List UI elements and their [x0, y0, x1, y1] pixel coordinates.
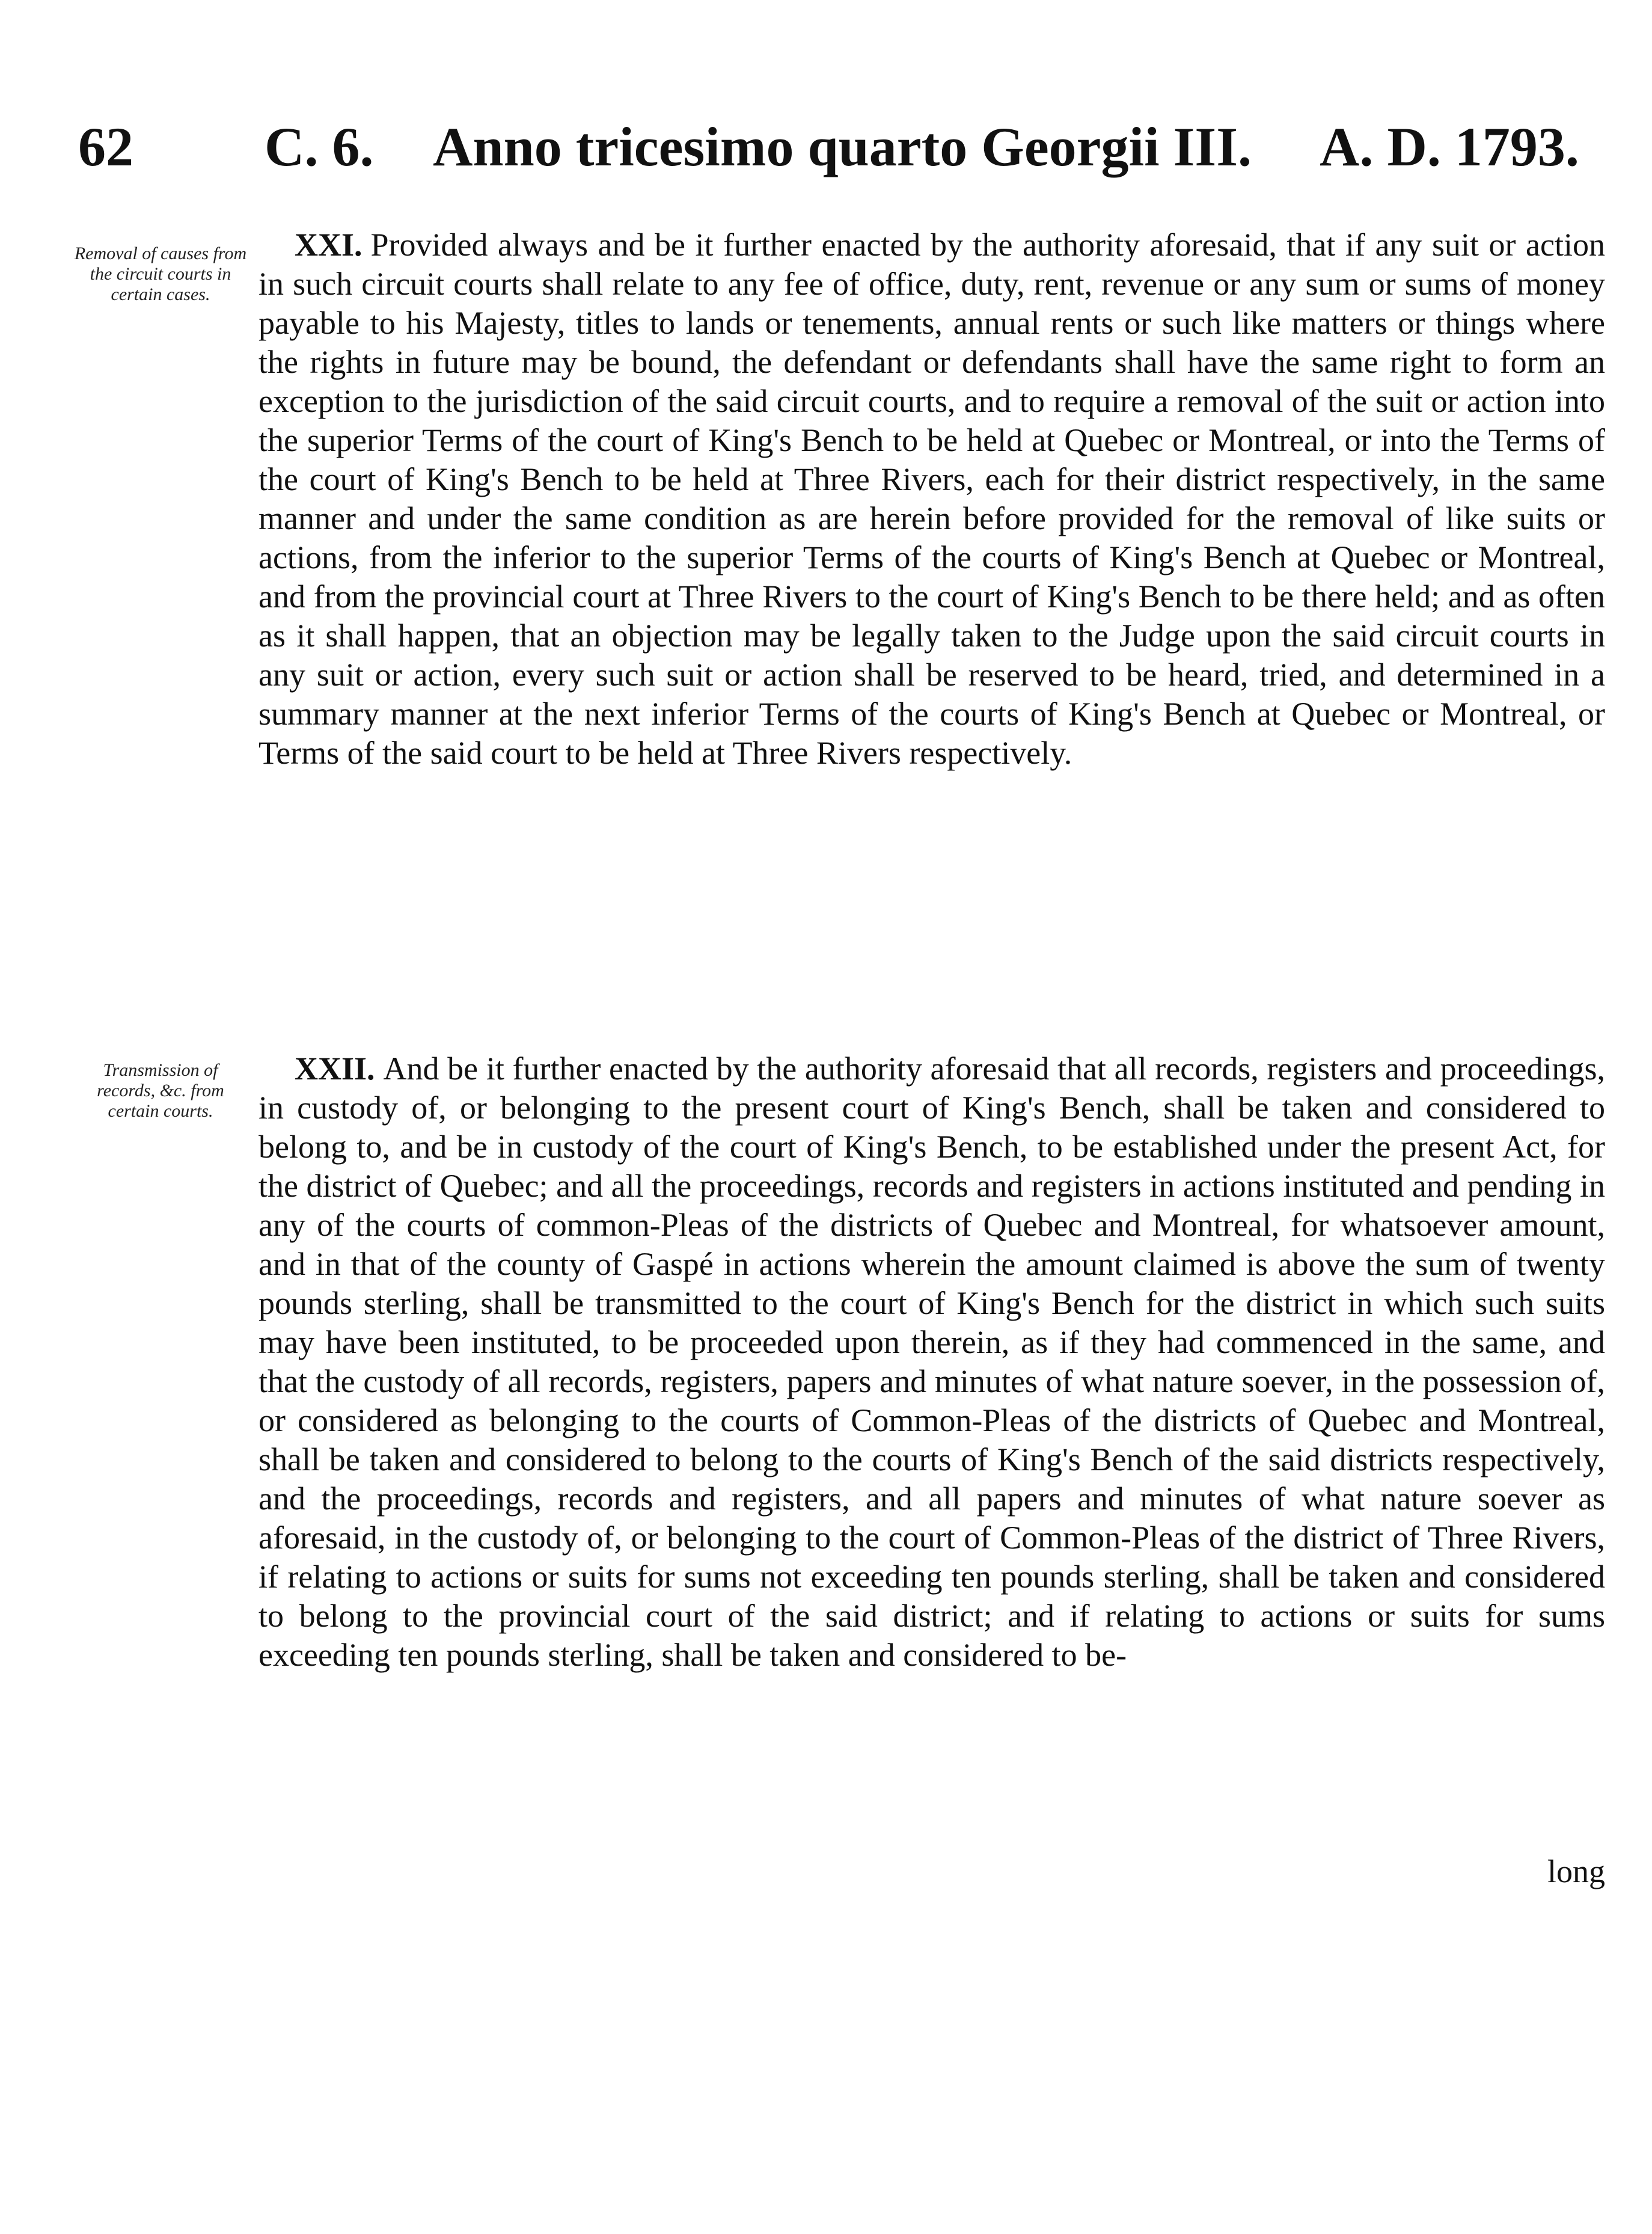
sidenote-removal-of-causes: Removal of causes from the circuit courts in certain cases. — [74, 244, 247, 304]
chapter-label: C. 6. — [265, 116, 374, 177]
section-text: Provided always and be it further enacted by the authority aforesaid, that if any suit or action in such circuit courts shall relate to any fee of office, duty, rent, revenue or any sum or sums of money payable to his Majesty, titles to lands or tenements, annual rents or such like matters or things where the rights in future may be bound, the defendant or defendants shall have the same right to form an exception to the jurisdiction of the said circuit courts, and to require a removal of the suit or action into the superior Terms of the court of King's Bench to be held at Quebec or Montreal, or into the Terms of the court of King's Bench to be held at Three Rivers, each for their district respectively, in the same manner and under the same condition as are herein before provided for the removal of like suits or actions, from the inferior to the superior Terms of the courts of King's Bench at Quebec or Montreal, and from the provincial court at Three Rivers to the court of King's Bench to be there held; and as often as it shall happen, that an objection may be legally taken to the Judge upon the said circuit courts in any suit or action, every such suit or action shall be reserved to be heard, tried, and determined in a summary manner at the next inferior Terms of the courts of King's Bench at Quebec or Montreal, or Terms of the said court to be held at Three Rivers respectively. — [259, 227, 1605, 771]
sidenote-transmission-of-records: Transmission of records, &c. from certain courts. — [97, 1060, 224, 1121]
section-body-xxi — [259, 226, 1605, 773]
section-body-xxii — [259, 1049, 1605, 1675]
section-text: And be it further enacted by the authority aforesaid that all records, registers and proceedings, in custody of, or belonging to the present court of King's Bench, shall be taken and considered to belong to, and be in custody of the court of King's Bench, to be established under the present Act, for the district of Quebec; and all the proceedings, records and registers in actions instituted and pending in any of the courts of common-Pleas of the districts of Quebec and Montreal, for whatsoever amount, and in that of the county of Gaspé in actions wherein the amount claimed is above the sum of twenty pounds sterling, shall be transmitted to the court of King's Bench for the district in which such suits may have been instituted, to be proceeded upon therein, as if they had commenced in the same, and that the custody of all records, registers, papers and minutes of what nature soever, in the possession of, or considered as belonging to the courts of Common-Pleas of the districts of Quebec and Montreal, shall be taken and considered to belong to the courts of King's Bench of the said districts respectively, and the proceedings, records and registers, and all papers and minutes of what nature soever as aforesaid, in the custody of, or belonging to the court of Common-Pleas of the district of Three Rivers, if relating to actions or suits for sums not exceeding ten pounds sterling, shall be taken and considered to belong to the provincial court of the said district; and if relating to actions or suits for sums exceeding ten pounds sterling, shall be taken and considered to be- — [259, 1051, 1605, 1673]
page-number: 62 — [78, 116, 133, 177]
section-number: XXI. — [295, 227, 363, 263]
page-header — [0, 102, 1652, 186]
year-label: A. D. 1793. — [1320, 116, 1579, 177]
catchword: long — [1547, 1853, 1605, 1889]
running-title: Anno tricesimo quarto Georgii III. — [433, 116, 1252, 177]
section-number: XXII. — [295, 1051, 375, 1087]
